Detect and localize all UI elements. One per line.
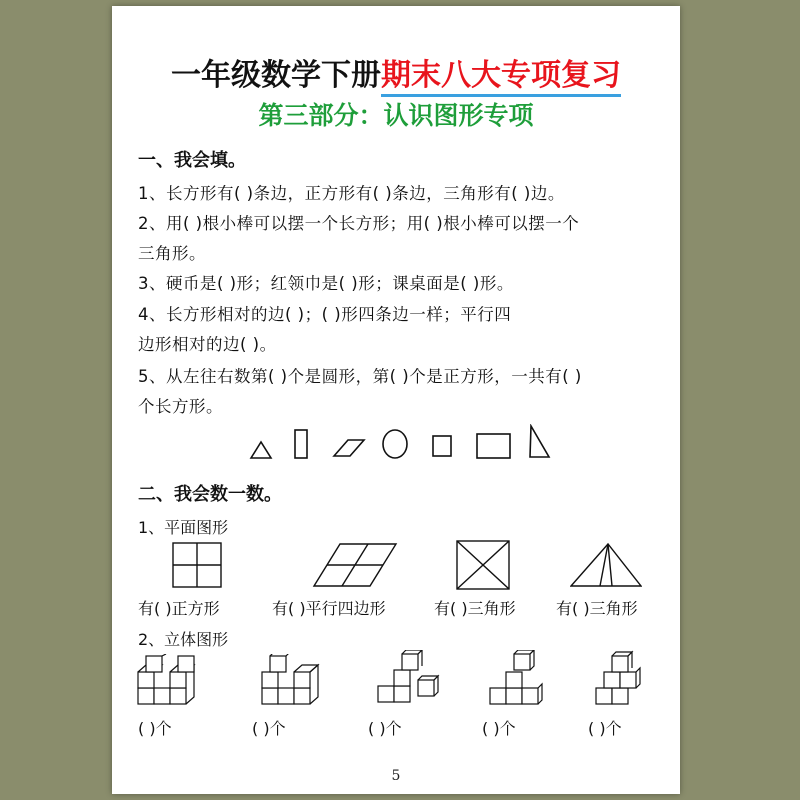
question-line: 2、用( )根小棒可以摆一个长方形；用( )根小棒可以摆一个 [138, 214, 580, 233]
square-shape [433, 436, 451, 456]
question-line: 个长方形。 [138, 397, 223, 416]
parallelogram-grid-figure [312, 542, 398, 588]
cube-stack-figure [136, 654, 198, 708]
circle-shape [383, 430, 407, 458]
question-line: 边形相对的边( )。 [138, 335, 277, 354]
cube-stack-figure [376, 650, 440, 706]
plane-answer-label: 有( )三角形 [434, 599, 516, 618]
worksheet-subtitle: 第三部分：认识图形专项 [258, 101, 534, 130]
solid-answer-label: ( )个 [138, 719, 172, 738]
divided-triangle-figure [570, 542, 642, 588]
section-2-heading: 二、我会数一数。 [138, 484, 282, 505]
plane-answer-label: 有( )三角形 [556, 599, 638, 618]
title-red-part: 期末八大专项复习 [381, 58, 621, 97]
solid-answer-label: ( )个 [368, 719, 402, 738]
question-line: 1、长方形有( )条边，正方形有( )条边，三角形有( )边。 [138, 184, 565, 203]
solid-answer-label: ( )个 [588, 719, 622, 738]
cube-stack-figure [488, 650, 544, 708]
square-grid-figure [172, 542, 222, 588]
solid-answer-label: ( )个 [252, 719, 286, 738]
cube-stack-figure [260, 654, 322, 708]
worksheet-page [112, 6, 680, 794]
wide-rectangle-shape [477, 434, 510, 458]
parallelogram-shape [334, 440, 364, 456]
question-line: 3、硬币是( )形；红领巾是( )形；课桌面是( )形。 [138, 274, 514, 293]
title-black-part: 一年级数学下册 [171, 58, 381, 93]
question-line: 三角形。 [138, 244, 206, 263]
tall-rectangle-shape [295, 430, 307, 458]
question-line: 5、从左往右数第( )个是圆形，第( )个是正方形，一共有( ) [138, 367, 582, 386]
plane-answer-label: 有( )平行四边形 [272, 599, 386, 618]
triangle-shape [251, 442, 271, 458]
crossed-square-figure [456, 540, 510, 590]
cube-stack-figure [594, 650, 646, 708]
section-1-heading: 一、我会填。 [138, 150, 246, 171]
right-triangle-shape [530, 426, 549, 457]
plane-figures-heading: 1、平面图形 [138, 518, 229, 537]
page-number: 5 [391, 768, 401, 784]
solid-answer-label: ( )个 [482, 719, 516, 738]
plane-answer-label: 有( )正方形 [138, 599, 220, 618]
question-line: 4、长方形相对的边( )；( )形四条边一样；平行四 [138, 305, 512, 324]
shapes-row [244, 424, 554, 466]
solid-figures-heading: 2、立体图形 [138, 630, 229, 649]
worksheet-title [112, 50, 680, 94]
